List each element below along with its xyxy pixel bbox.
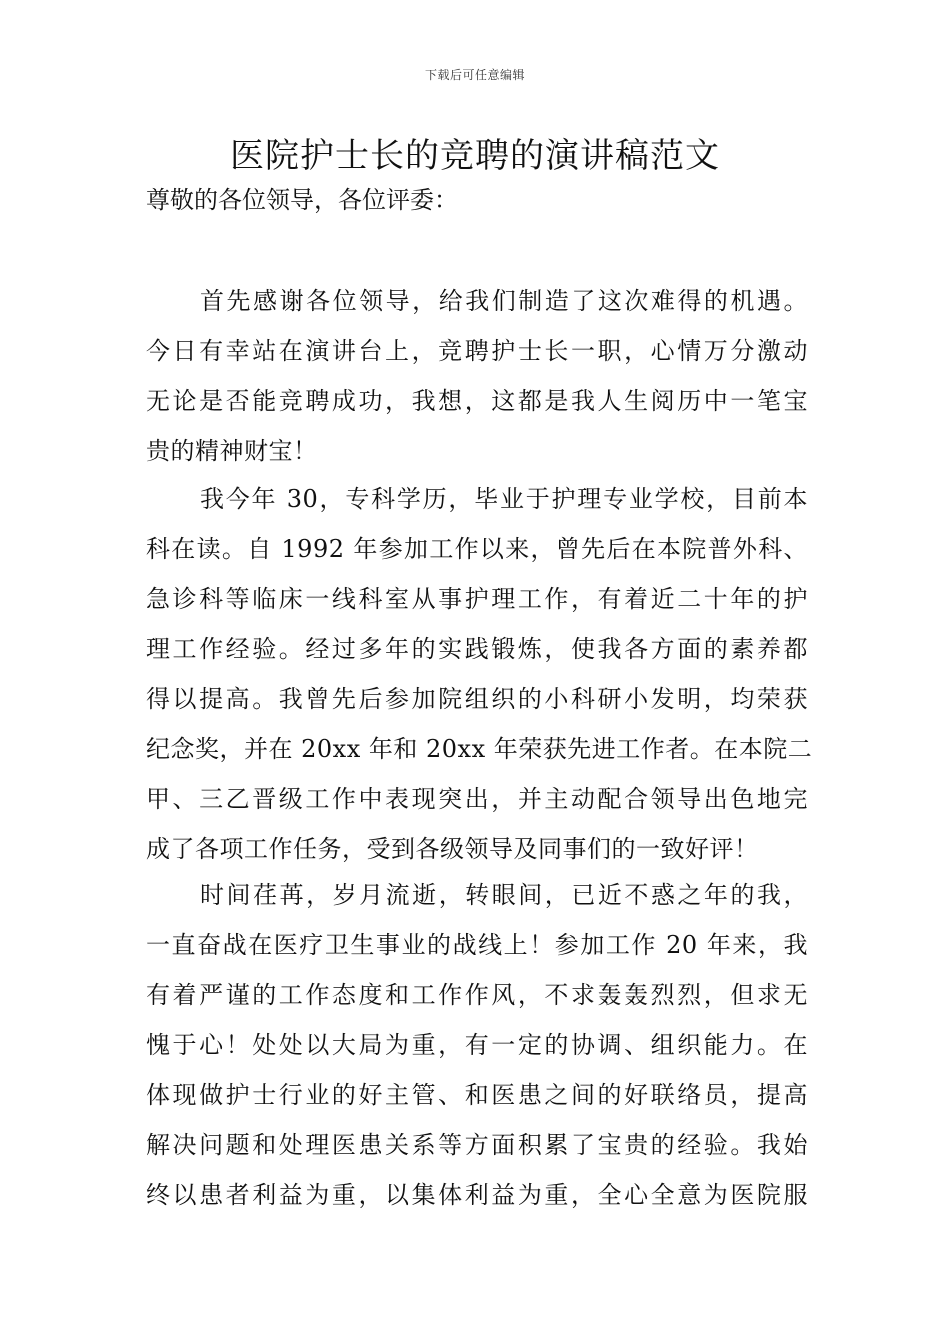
paragraph-1 xyxy=(146,276,808,476)
salutation: 尊敬的各位领导，各位评委： xyxy=(146,186,458,214)
paragraph-line: 无论是否能竞聘成功，我想，这都是我人生阅历中一笔宝 xyxy=(146,387,808,415)
paragraph-line: 一直奋战在医疗卫生事业的战线上！参加工作 20 年来，我 xyxy=(146,931,808,959)
paragraph-line: 有着严谨的工作态度和工作作风，不求轰轰烈烈，但求无 xyxy=(146,981,808,1009)
paragraph-2 xyxy=(146,474,813,874)
paragraph-line: 体现做护士行业的好主管、和医患之间的好联络员，提高 xyxy=(146,1081,808,1109)
paragraph-line: 纪念奖，并在 20xx 年和 20xx 年荣获先进工作者。在本院二 xyxy=(146,735,813,763)
document-title: 医院护士长的竞聘的演讲稿范文 xyxy=(230,136,720,176)
paragraph-line: 甲、三乙晋级工作中表现突出，并主动配合领导出色地完 xyxy=(146,785,808,813)
paragraph-line: 贵的精神财宝！ xyxy=(146,437,318,465)
paragraph-line: 今日有幸站在演讲台上，竞聘护士长一职，心情万分激动 xyxy=(146,337,808,365)
paragraph-line: 科在读。自 1992 年参加工作以来，曾先后在本院普外科、 xyxy=(146,535,808,563)
paragraph-line: 终以患者利益为重，以集体利益为重，全心全意为医院服 xyxy=(146,1181,808,1209)
paragraph-line: 时间荏苒，岁月流逝，转眼间，已近不惑之年的我， xyxy=(200,881,808,909)
paragraph-line: 成了各项工作任务，受到各级领导及同事们的一致好评！ xyxy=(146,835,759,863)
paragraph-line: 首先感谢各位领导，给我们制造了这次难得的机遇。 xyxy=(200,287,808,315)
paragraph-3 xyxy=(146,870,808,1220)
paragraph-line: 得以提高。我曾先后参加院组织的小科研小发明，均荣获 xyxy=(146,685,808,713)
paragraph-line: 急诊科等临床一线科室从事护理工作，有着近二十年的护 xyxy=(146,585,808,613)
paragraph-line: 愧于心！处处以大局为重，有一定的协调、组织能力。在 xyxy=(146,1031,808,1059)
header-note: 下载后可任意编辑 xyxy=(424,68,525,82)
paragraph-line: 解决问题和处理医患关系等方面积累了宝贵的经验。我始 xyxy=(146,1131,808,1159)
paragraph-line: 我今年 30，专科学历，毕业于护理专业学校，目前本 xyxy=(200,485,808,513)
paragraph-line: 理工作经验。经过多年的实践锻炼，使我各方面的素养都 xyxy=(146,635,808,663)
